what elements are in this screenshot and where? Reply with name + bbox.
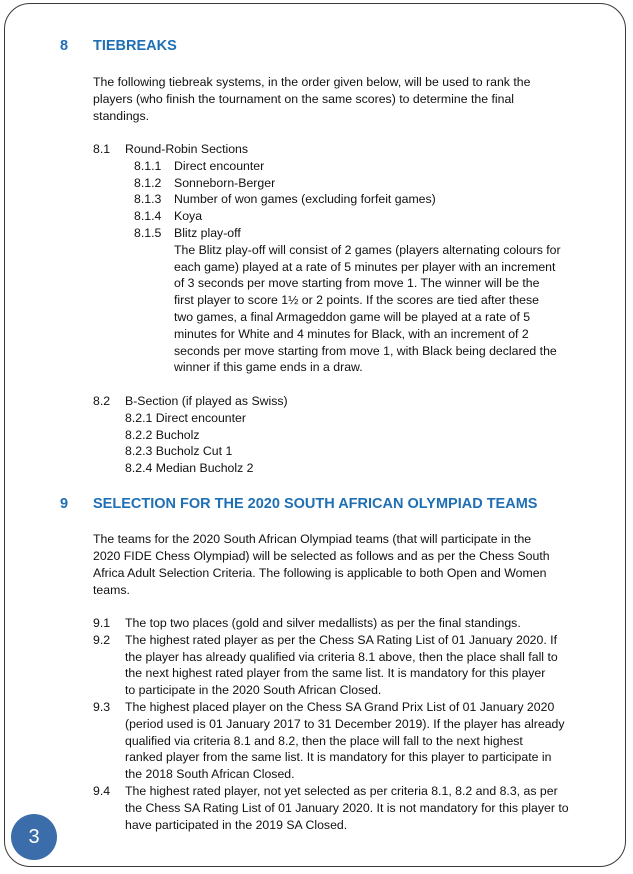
page-number: 3 [28, 825, 40, 848]
section-9-intro-line: The teams for the 2020 South African Olympiad teams (that will participate in the [93, 532, 532, 546]
clause-9-2-line: to participate in the 2020 South African Closed. [125, 683, 382, 697]
subclause-text: Koya [174, 209, 203, 223]
blitz-line: each game) played at a rate of 5 minutes per player with an increment [174, 260, 556, 274]
clause-9-3-line: the 2018 South African Closed. [125, 767, 295, 781]
subclause-number: 8.1.4 [134, 209, 162, 223]
clause-9-4-line: The highest rated player, not yet selected as per criteria 8.1, 8.2 and 8.3, as per [125, 784, 558, 798]
clause-9-2-number: 9.2 [93, 633, 111, 647]
blitz-line: The Blitz play-off will consist of 2 games (players alternating colours for [174, 243, 561, 257]
clause-9-3-line: qualified via criteria 8.1 and 8.2, then the place will fall to the next highest [125, 734, 523, 748]
subclause-8-2-item: 8.2.3 Bucholz Cut 1 [125, 444, 233, 458]
clause-9-2-line: the player has already qualified via criteria 8.1 above, then the place shall fall to [125, 650, 558, 664]
section-8-intro-line: players (who finish the tournament on the same scores) to determine the final [93, 92, 515, 106]
subclause-text: Number of won games (excluding forfeit games) [174, 192, 436, 206]
subclause-8-2-item: 8.2.2 Bucholz [125, 428, 200, 442]
subclause-8-2-item: 8.2.1 Direct encounter [125, 411, 246, 425]
blitz-line: of 3 seconds per move starting from move 1. The winner will be the [174, 276, 540, 290]
subclause-text: Direct encounter [174, 159, 265, 173]
clause-9-4-line: the Chess SA Rating List of 01 January 2020. It is not mandatory for this player to [125, 801, 569, 815]
clause-9-4-line: have participated in the 2019 SA Closed. [125, 818, 348, 832]
clause-8-2-number: 8.2 [93, 394, 111, 408]
section-8-number: 8 [60, 38, 69, 54]
clause-8-2-label: B-Section (if played as Swiss) [125, 394, 288, 408]
blitz-line: first player to score 1½ or 2 points. If the scores are tied after these [174, 293, 539, 307]
subclause-number: 8.1.3 [134, 192, 162, 206]
subclause-text: Blitz play-off [174, 226, 241, 240]
clause-9-3-line: ranked player from the same list. It is mandatory for this player to participate in [125, 750, 552, 764]
page-number-badge [11, 814, 57, 860]
subclause-number: 8.1.1 [134, 159, 162, 173]
section-8-intro-line: The following tiebreak systems, in the order given below, will be used to rank the [93, 75, 531, 89]
section-9-title: SELECTION FOR THE 2020 SOUTH AFRICAN OLYMPIAD TEAMS [93, 496, 538, 512]
section-9-number: 9 [60, 496, 69, 512]
clause-8-1-number: 8.1 [93, 142, 111, 156]
clause-9-3-number: 9.3 [93, 700, 111, 714]
subclause-number: 8.1.2 [134, 176, 162, 190]
blitz-line: minutes for White and 4 minutes for Black, with an increment of 2 [174, 327, 529, 341]
clause-9-3-line: The highest placed player on the Chess SA Grand Prix List of 01 January 2020 [125, 700, 555, 714]
blitz-line: seconds per move starting from move 1, with Black being declared the [174, 344, 557, 358]
section-9-intro-line: Africa Adult Selection Criteria. The following is applicable to both Open and Women [93, 566, 547, 580]
clause-8-1-label: Round-Robin Sections [125, 142, 249, 156]
clause-9-4-number: 9.4 [93, 784, 111, 798]
blitz-line: two games, a final Armageddon game will be played at a rate of 5 [174, 310, 531, 324]
clause-9-2-line: the next highest rated player from the same list. It is mandatory for this player [125, 666, 546, 680]
section-9-intro-line: teams. [93, 583, 130, 597]
blitz-line: winner if this game ends in a draw. [174, 360, 363, 374]
subclause-text: Sonneborn-Berger [174, 176, 276, 190]
subclause-8-2-item: 8.2.4 Median Bucholz 2 [125, 461, 254, 475]
section-8-intro-line: standings. [93, 109, 150, 123]
clause-9-2-line: The highest rated player as per the Chess SA Rating List of 01 January 2020. If [125, 633, 558, 647]
clause-9-1-number: 9.1 [93, 616, 111, 630]
subclause-number: 8.1.5 [134, 226, 162, 240]
section-9-intro-line: 2020 FIDE Chess Olympiad) will be selected as follows and as per the Chess South [93, 549, 550, 563]
clause-9-3-line: (period used is 01 January 2017 to 31 December 2019). If the player has already [125, 717, 565, 731]
clause-9-1-line: The top two places (gold and silver medallists) as per the final standings. [125, 616, 521, 630]
section-8-title: TIEBREAKS [93, 38, 177, 54]
